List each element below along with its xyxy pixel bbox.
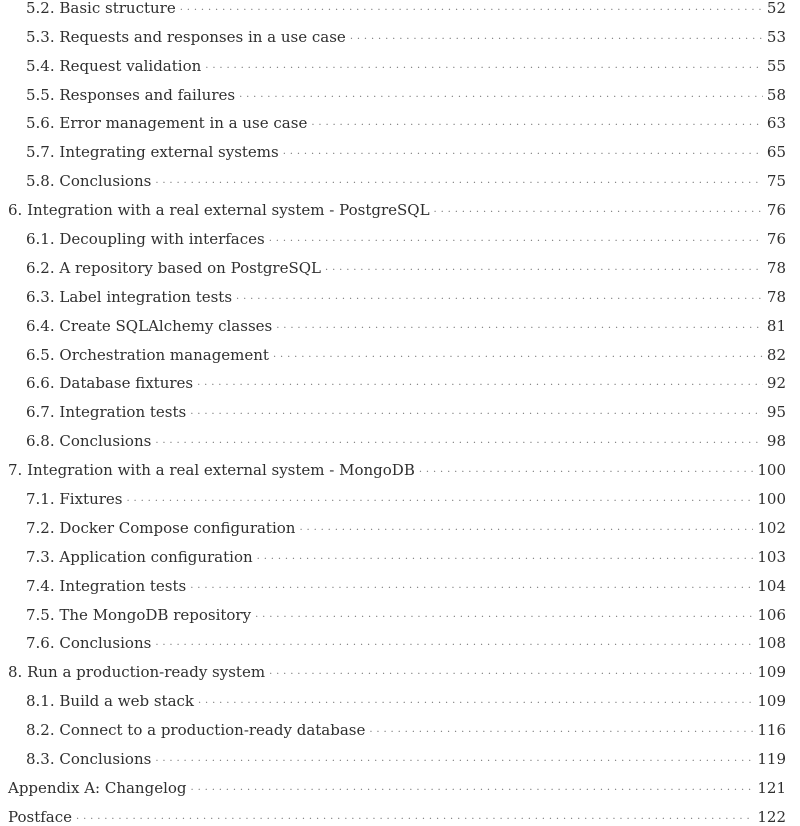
- toc-entry-page-number: 55: [763, 57, 786, 75]
- dot-leader: [323, 259, 763, 277]
- toc-entry-page-number: 122: [753, 808, 786, 826]
- dot-leader: [234, 288, 763, 306]
- toc-entry-page-number: 81: [763, 317, 786, 335]
- toc-entry-page-number: 119: [753, 750, 786, 768]
- toc-entry-title[interactable]: 5.4. Request validation: [26, 56, 202, 75]
- toc-entry-title[interactable]: 7.2. Docker Compose configuration: [26, 518, 296, 537]
- toc-entry-page-number: 63: [763, 114, 786, 132]
- dot-leader: [348, 28, 763, 46]
- toc-entry-title[interactable]: 8.3. Conclusions: [26, 750, 152, 769]
- toc-entry-title[interactable]: 7. Integration with a real external system - MongoDB: [8, 461, 415, 480]
- toc-entry[interactable]: [0, 392, 800, 421]
- dot-leader: [253, 606, 753, 624]
- dot-leader: [309, 114, 763, 132]
- toc-entry[interactable]: [0, 624, 800, 653]
- toc-entry[interactable]: [0, 17, 800, 46]
- toc-entry-page-number: 75: [763, 172, 786, 190]
- toc-entry[interactable]: [0, 248, 800, 277]
- toc-entry-title[interactable]: 5.3. Requests and responses in a use case: [26, 27, 346, 46]
- dot-leader: [188, 403, 763, 421]
- toc-entry[interactable]: [0, 104, 800, 133]
- toc-entry-page-number: 116: [753, 721, 786, 739]
- toc-entry-title[interactable]: 5.5. Responses and failures: [26, 85, 236, 104]
- toc-entry[interactable]: [0, 652, 800, 681]
- toc-entry[interactable]: [0, 277, 800, 306]
- toc-entry-page-number: 76: [763, 230, 786, 248]
- toc-entry-title[interactable]: 5.7. Integrating external systems: [26, 143, 279, 162]
- toc-entry-page-number: 52: [763, 0, 786, 17]
- toc-entry-page-number: 100: [753, 490, 786, 508]
- toc-entry[interactable]: [0, 75, 800, 104]
- dot-leader: [267, 230, 763, 248]
- dot-leader: [195, 374, 763, 392]
- toc-entry-page-number: 104: [753, 577, 786, 595]
- toc-entry-title[interactable]: 6.2. A repository based on PostgreSQL: [26, 258, 322, 277]
- toc-entry-title[interactable]: 6. Integration with a real external system - PostgreSQL: [8, 201, 430, 220]
- toc-entry-page-number: 58: [763, 86, 786, 104]
- toc-entry[interactable]: [0, 710, 800, 739]
- toc-entry-title[interactable]: 6.8. Conclusions: [26, 432, 152, 451]
- dot-leader: [417, 461, 754, 479]
- toc-entry-title[interactable]: 7.3. Application configuration: [26, 547, 253, 566]
- toc-entry[interactable]: [0, 566, 800, 595]
- toc-entry-page-number: 98: [763, 432, 786, 450]
- toc-entry[interactable]: [0, 219, 800, 248]
- dot-leader: [189, 779, 754, 797]
- toc-entry-page-number: 106: [753, 606, 786, 624]
- dot-leader: [178, 0, 763, 17]
- toc-entry-title[interactable]: 8. Run a production-ready system: [8, 663, 266, 682]
- dot-leader: [367, 721, 753, 739]
- toc-entry[interactable]: [0, 190, 800, 219]
- toc-entry-page-number: 76: [763, 201, 786, 219]
- toc-entry-page-number: 78: [763, 259, 786, 277]
- toc-entry-page-number: 102: [753, 519, 786, 537]
- toc-entry-page-number: 121: [753, 779, 786, 797]
- toc-entry-title[interactable]: 8.1. Build a web stack: [26, 692, 194, 711]
- toc-entry-title[interactable]: 5.6. Error management in a use case: [26, 114, 308, 133]
- toc-entry-page-number: 82: [763, 346, 786, 364]
- toc-entry[interactable]: [0, 739, 800, 768]
- toc-entry[interactable]: [0, 421, 800, 450]
- toc-entry[interactable]: [0, 479, 800, 508]
- dot-leader: [196, 692, 753, 710]
- toc-entry[interactable]: [0, 450, 800, 479]
- dot-leader: [74, 808, 753, 826]
- dot-leader: [153, 432, 763, 450]
- dot-leader: [267, 663, 753, 681]
- dot-leader: [281, 143, 763, 161]
- dot-leader: [274, 317, 763, 335]
- dot-leader: [271, 346, 763, 364]
- toc-entry-title[interactable]: 8.2. Connect to a production-ready database: [26, 721, 366, 740]
- toc-entry[interactable]: [0, 132, 800, 161]
- toc-entry-page-number: 109: [753, 663, 786, 681]
- toc-entry[interactable]: [0, 306, 800, 335]
- toc-entry-page-number: 108: [753, 634, 786, 652]
- toc-entry-title[interactable]: 5.2. Basic structure: [26, 0, 176, 17]
- toc-entry-title[interactable]: 6.3. Label integration tests: [26, 287, 233, 306]
- toc-entry-page-number: 92: [763, 374, 786, 392]
- toc-entry[interactable]: [0, 508, 800, 537]
- toc-entry-page-number: 109: [753, 692, 786, 710]
- toc-entry[interactable]: [0, 768, 800, 797]
- dot-leader: [188, 577, 753, 595]
- dot-leader: [255, 548, 754, 566]
- toc-entry[interactable]: [0, 364, 800, 393]
- toc-entry[interactable]: [0, 681, 800, 710]
- toc-entry-title[interactable]: 7.6. Conclusions: [26, 634, 152, 653]
- toc-entry-title[interactable]: 6.7. Integration tests: [26, 403, 187, 422]
- toc-entry-title[interactable]: Appendix A: Changelog: [8, 778, 187, 797]
- dot-leader: [153, 172, 763, 190]
- toc-entry[interactable]: [0, 797, 800, 826]
- dot-leader: [153, 634, 753, 652]
- toc-entry-title[interactable]: 6.4. Create SQLAlchemy classes: [26, 316, 273, 335]
- toc-entry-title[interactable]: 6.5. Orchestration management: [26, 345, 269, 364]
- dot-leader: [237, 86, 763, 104]
- toc-entry[interactable]: [0, 0, 800, 17]
- toc-entry-title[interactable]: Postface: [8, 807, 73, 826]
- toc-entry[interactable]: [0, 537, 800, 566]
- toc-entry-title[interactable]: 7.1. Fixtures: [26, 490, 123, 509]
- toc-entry-title[interactable]: 6.6. Database fixtures: [26, 374, 194, 393]
- dot-leader: [203, 57, 763, 75]
- dot-leader: [125, 490, 754, 508]
- toc-entry-title[interactable]: 7.4. Integration tests: [26, 576, 187, 595]
- dot-leader: [297, 519, 753, 537]
- toc-entry-title[interactable]: 6.1. Decoupling with interfaces: [26, 230, 265, 249]
- dot-leader: [432, 201, 763, 219]
- toc-entry-page-number: 95: [763, 403, 786, 421]
- toc-entry-title[interactable]: 7.5. The MongoDB repository: [26, 605, 252, 624]
- dot-leader: [153, 750, 753, 768]
- toc-entry-title[interactable]: 5.8. Conclusions: [26, 172, 152, 191]
- toc-entry-page-number: 65: [763, 143, 786, 161]
- toc-entry-page-number: 78: [763, 288, 786, 306]
- toc-entry[interactable]: [0, 46, 800, 75]
- toc-entry-page-number: 103: [753, 548, 786, 566]
- toc-entry[interactable]: [0, 335, 800, 364]
- toc-entry[interactable]: [0, 595, 800, 624]
- toc-entry-page-number: 53: [763, 28, 786, 46]
- toc-entry[interactable]: [0, 161, 800, 190]
- toc-entry-page-number: 100: [753, 461, 786, 479]
